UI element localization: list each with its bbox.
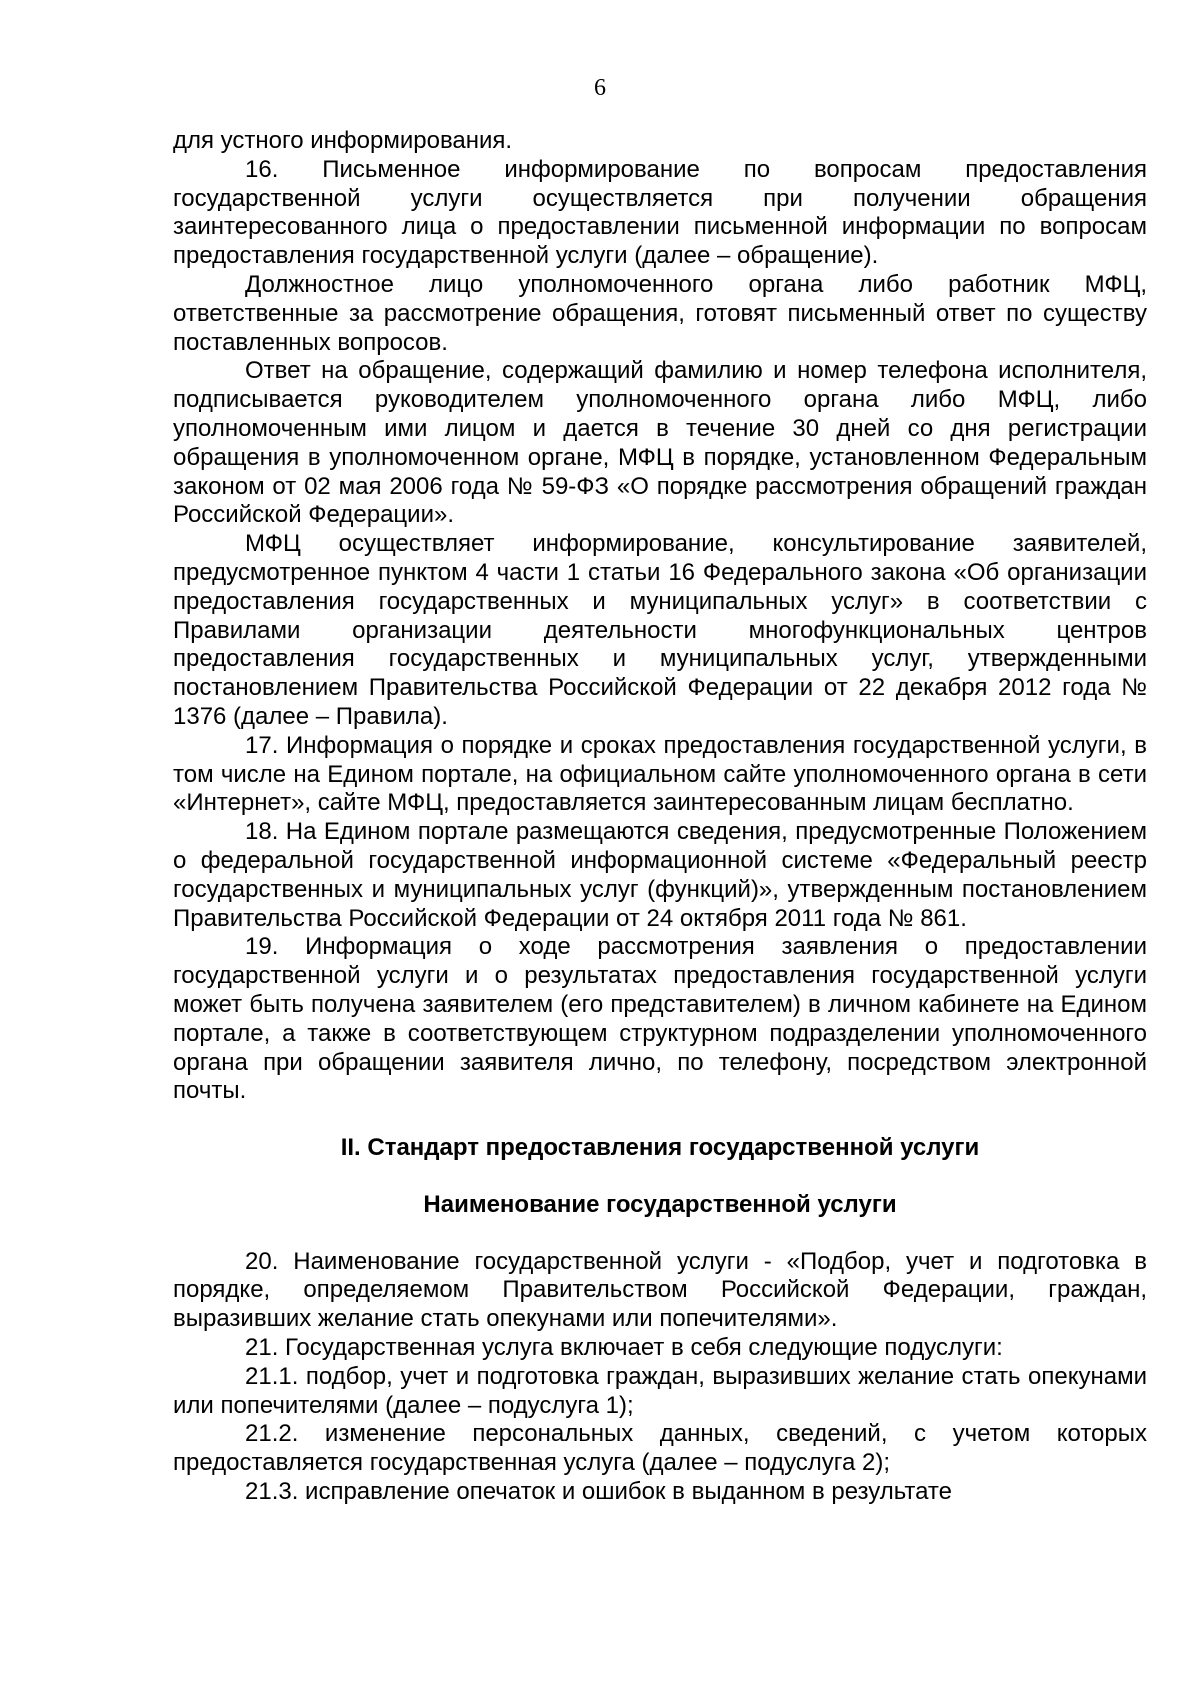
paragraph: 21.2. изменение персональных данных, сведений, с учетом которых предоставляется государственная услуга (далее – подуслуга 2); bbox=[173, 1420, 1147, 1477]
page-number: 6 bbox=[594, 75, 606, 101]
paragraph: для устного информирования. bbox=[173, 127, 513, 154]
paragraph: Должностное лицо уполномоченного органа либо работник МФЦ, ответственные за рассмотрение обращения, готовят письменный ответ по существу поставленных вопросов. bbox=[173, 270, 1147, 356]
paragraph: Ответ на обращение, содержащий фамилию и номер телефона исполнителя, подписывается руководителем уполномоченного органа либо МФЦ, либо уполномоченным ими лицом и дается в течение 30 дней со дня регистрации обращения в уполномоченном органе, МФЦ в порядке, установленном Федеральным законом от 02 мая 2006 года № 59-ФЗ «О порядке рассмотрения обращений граждан Российской Федерации». bbox=[173, 357, 1147, 529]
paragraph: 21.3. исправление опечаток и ошибок в выданном в результате bbox=[245, 1478, 953, 1506]
paragraph: 17. Информация о порядке и сроках предоставления государственной услуги, в том числе на Едином портале, на официальном сайте уполномоченного органа в сети «Интернет», сайте МФЦ, предоставляется заинтересованным лицам бесплатно. bbox=[173, 731, 1147, 817]
paragraph: 20. Наименование государственной услуги - «Подбор, учет и подготовка в порядке, определяемом Правительством Российской Федерации, граждан, выразивших желание стать опекунами или попечителями». bbox=[173, 1247, 1147, 1333]
paragraph: 18. На Едином портале размещаются сведения, предусмотренные Положением о федеральной государственной информационной системе «Федеральный реестр государственных и муниципальных услуг (функций)», утвержденным постановлением Правительства Российской Федерации от 24 октября 2011 года № 861. bbox=[173, 818, 1147, 932]
document-body bbox=[173, 127, 1147, 1507]
subsection-heading: Наименование государственной услуги bbox=[423, 1190, 897, 1218]
paragraph: 21. Государственная услуга включает в себя следующие подуслуги: bbox=[245, 1334, 1003, 1362]
paragraph: 16. Письменное информирование по вопросам предоставления государственной услуги осуществляется при получении обращения заинтересованного лица о предоставлении письменной информации по вопросам предоставления государственной услуги (далее – обращение). bbox=[173, 155, 1147, 270]
section-heading: II. Стандарт предоставления государственной услуги bbox=[340, 1134, 980, 1162]
paragraph: МФЦ осуществляет информирование, консультирование заявителей, предусмотренное пунктом 4 части 1 статьи 16 Федерального закона «Об организации предоставления государственных и муниципальных услуг» в соответствии с Правилами организации деятельности многофункциональных центров предоставления государственных и муниципальных услуг, утвержденными постановлением Правительства Российской Федерации от 22 декабря 2012 года № 1376 (далее – Правила). bbox=[173, 530, 1147, 730]
paragraph: 19. Информация о ходе рассмотрения заявления о предоставлении государственной услуги и о результатах предоставления государственной услуги может быть получена заявителем (его представителем) в личном кабинете на Едином портале, а также в соответствующем структурном подразделении уполномоченного органа при обращении заявителя лично, по телефону, посредством электронной почты. bbox=[173, 933, 1147, 1105]
paragraph: 21.1. подбор, учет и подготовка граждан, выразивших желание стать опекунами или попечителями (далее – подуслуга 1); bbox=[173, 1362, 1147, 1419]
